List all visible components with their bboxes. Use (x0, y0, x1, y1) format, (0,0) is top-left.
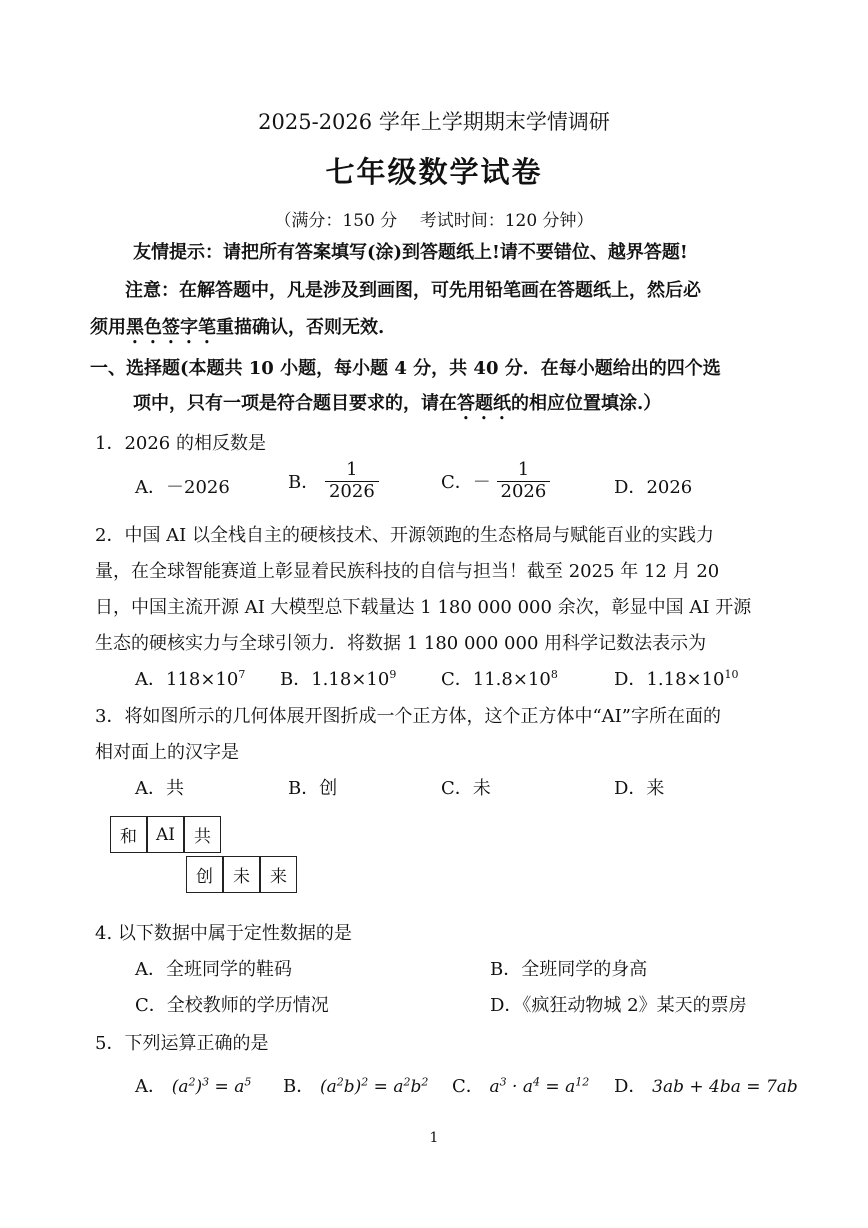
q5-d-expr: 3ab + 4ba = 7ab (652, 1077, 798, 1097)
q1-c-num: 1 (497, 460, 551, 482)
q1-option-b (288, 460, 379, 502)
q2-line-2: 量，在全球智能赛道上彰显着民族科技的自信与担当！截至 2025 年 12 月 20 (95, 561, 720, 582)
q1-c-den: 2026 (500, 480, 547, 502)
net-cell-4: 创 (186, 856, 223, 893)
net-cell-3: 共 (184, 816, 221, 853)
section-1-pre: 项中，只有一项是符合题目要求的，请在 (133, 393, 457, 414)
q2-b-label: B． (280, 669, 312, 690)
q1-d-label: D． (614, 477, 647, 498)
cube-net-figure (110, 816, 302, 896)
q5-b-label: B． (283, 1076, 315, 1097)
q1-b-fraction (325, 460, 379, 502)
q5-c-label: C． (452, 1076, 484, 1097)
net-cell-5: 未 (223, 856, 260, 893)
q2-line-4: 生态的硬核实力与全球引领力．将数据 1 180 000 000 用科学记数法表示为 (95, 633, 707, 654)
q1-c-sign: － (472, 472, 491, 494)
section-1-heading: 一、选择题(本题共 10 小题，每小题 4 分，共 40 分．在每小题给出的四个选 (90, 358, 721, 379)
q5-option-c (452, 1072, 589, 1098)
q3-option-c: C．未 (441, 778, 491, 799)
q1-option-d (614, 473, 692, 499)
q2-option-c (441, 665, 558, 691)
q2-option-d (614, 665, 739, 691)
q1-a-label: A． (135, 477, 166, 498)
q1-b-den: 2026 (328, 480, 375, 502)
q5-c-expr: $a^3 \cdot a^4 = a^{12}$ (489, 1075, 590, 1097)
exam-title: 七年级数学试卷 (325, 155, 543, 189)
note-line-2-post: 重描确认，否则无效. (216, 317, 385, 338)
net-cell-1: 和 (110, 816, 147, 853)
q5-option-d (614, 1072, 798, 1098)
note-line-2 (90, 313, 384, 348)
q2-c-base: 11.8×10 (472, 669, 551, 690)
net-cell-2: AI (147, 816, 184, 853)
q4-option-a: A．全班同学的鞋码 (135, 959, 292, 980)
q2-d-label: D． (614, 669, 647, 690)
q1-b-num: 1 (325, 460, 379, 482)
q2-d-base: 1.18×10 (646, 669, 725, 690)
q1-option-a (135, 473, 230, 499)
q5-option-b (283, 1072, 428, 1098)
q3-option-a: A．共 (135, 778, 184, 799)
q1-a-value: －2026 (166, 477, 230, 498)
q2-option-b (280, 665, 396, 691)
q2-line-3: 日，中国主流开源 AI 大模型总下载量达 1 180 000 000 余次，彰显中国 AI 开源 (95, 597, 752, 618)
q2-d-exp: 10 (724, 668, 739, 681)
q5-option-a (135, 1072, 251, 1098)
q2-c-exp: 8 (550, 668, 558, 681)
page-number: 1 (429, 1130, 439, 1146)
q2-line-1: 2．中国 AI 以全栈自主的硬核技术、开源领跑的生态格局与赋能百业的实践力 (95, 525, 715, 546)
q5-b-expr: $(a^2b)^2 = a^2b^2$ (319, 1075, 429, 1097)
q3-option-d: D．来 (614, 778, 665, 799)
q5-a-expr: $(a^2)^3 = a^5$ (171, 1075, 252, 1097)
section-1-heading-cont (133, 389, 661, 424)
q4-option-b: B．全班同学的身高 (490, 959, 648, 980)
q1-stem: 1．2026 的相反数是 (95, 433, 266, 454)
section-1-emphasis: 答题纸 (457, 393, 511, 414)
score-time-info: （满分：150 分 考试时间：120 分钟） (274, 211, 594, 231)
note-emphasis: 黑色签字笔 (126, 317, 216, 338)
q5-stem: 5．下列运算正确的是 (95, 1033, 269, 1054)
friendly-tip: 友情提示：请把所有答案填写(涂)到答题纸上!请不要错位、越界答题! (133, 242, 688, 263)
q1-b-label: B． (288, 472, 320, 494)
q3-line-2: 相对面上的汉字是 (95, 742, 239, 763)
q1-c-fraction (497, 460, 551, 502)
q2-a-base: 118×10 (166, 669, 239, 690)
q1-c-label: C． (441, 472, 473, 494)
q4-option-c: C．全校教师的学历情况 (135, 995, 329, 1016)
q4-stem: 4. 以下数据中属于定性数据的是 (95, 923, 352, 944)
q1-option-c (441, 460, 550, 502)
q2-b-exp: 9 (389, 668, 397, 681)
q5-a-label: A． (135, 1076, 166, 1097)
q2-a-exp: 7 (238, 668, 246, 681)
note-line-2-pre: 须用 (90, 317, 126, 338)
q3-line-1: 3．将如图所示的几何体展开图折成一个正方体，这个正方体中“AI”字所在面的 (95, 706, 721, 727)
note-line-1: 注意：在解答题中，凡是涉及到画图，可先用铅笔画在答题纸上，然后必 (125, 280, 701, 301)
section-1-post: 的相应位置填涂.） (511, 393, 662, 414)
q2-a-label: A． (135, 669, 166, 690)
q2-c-label: C． (441, 669, 473, 690)
q1-d-value: 2026 (646, 477, 693, 498)
exam-subtitle: 2025-2026 学年上学期期末学情调研 (258, 110, 610, 134)
q3-option-b: B．创 (288, 778, 338, 799)
q2-option-a (135, 665, 245, 691)
q4-option-d: D．《疯狂动物城 2》某天的票房 (490, 995, 747, 1016)
q5-d-label: D． (614, 1076, 647, 1097)
net-cell-6: 来 (260, 856, 297, 893)
q2-b-base: 1.18×10 (311, 669, 390, 690)
